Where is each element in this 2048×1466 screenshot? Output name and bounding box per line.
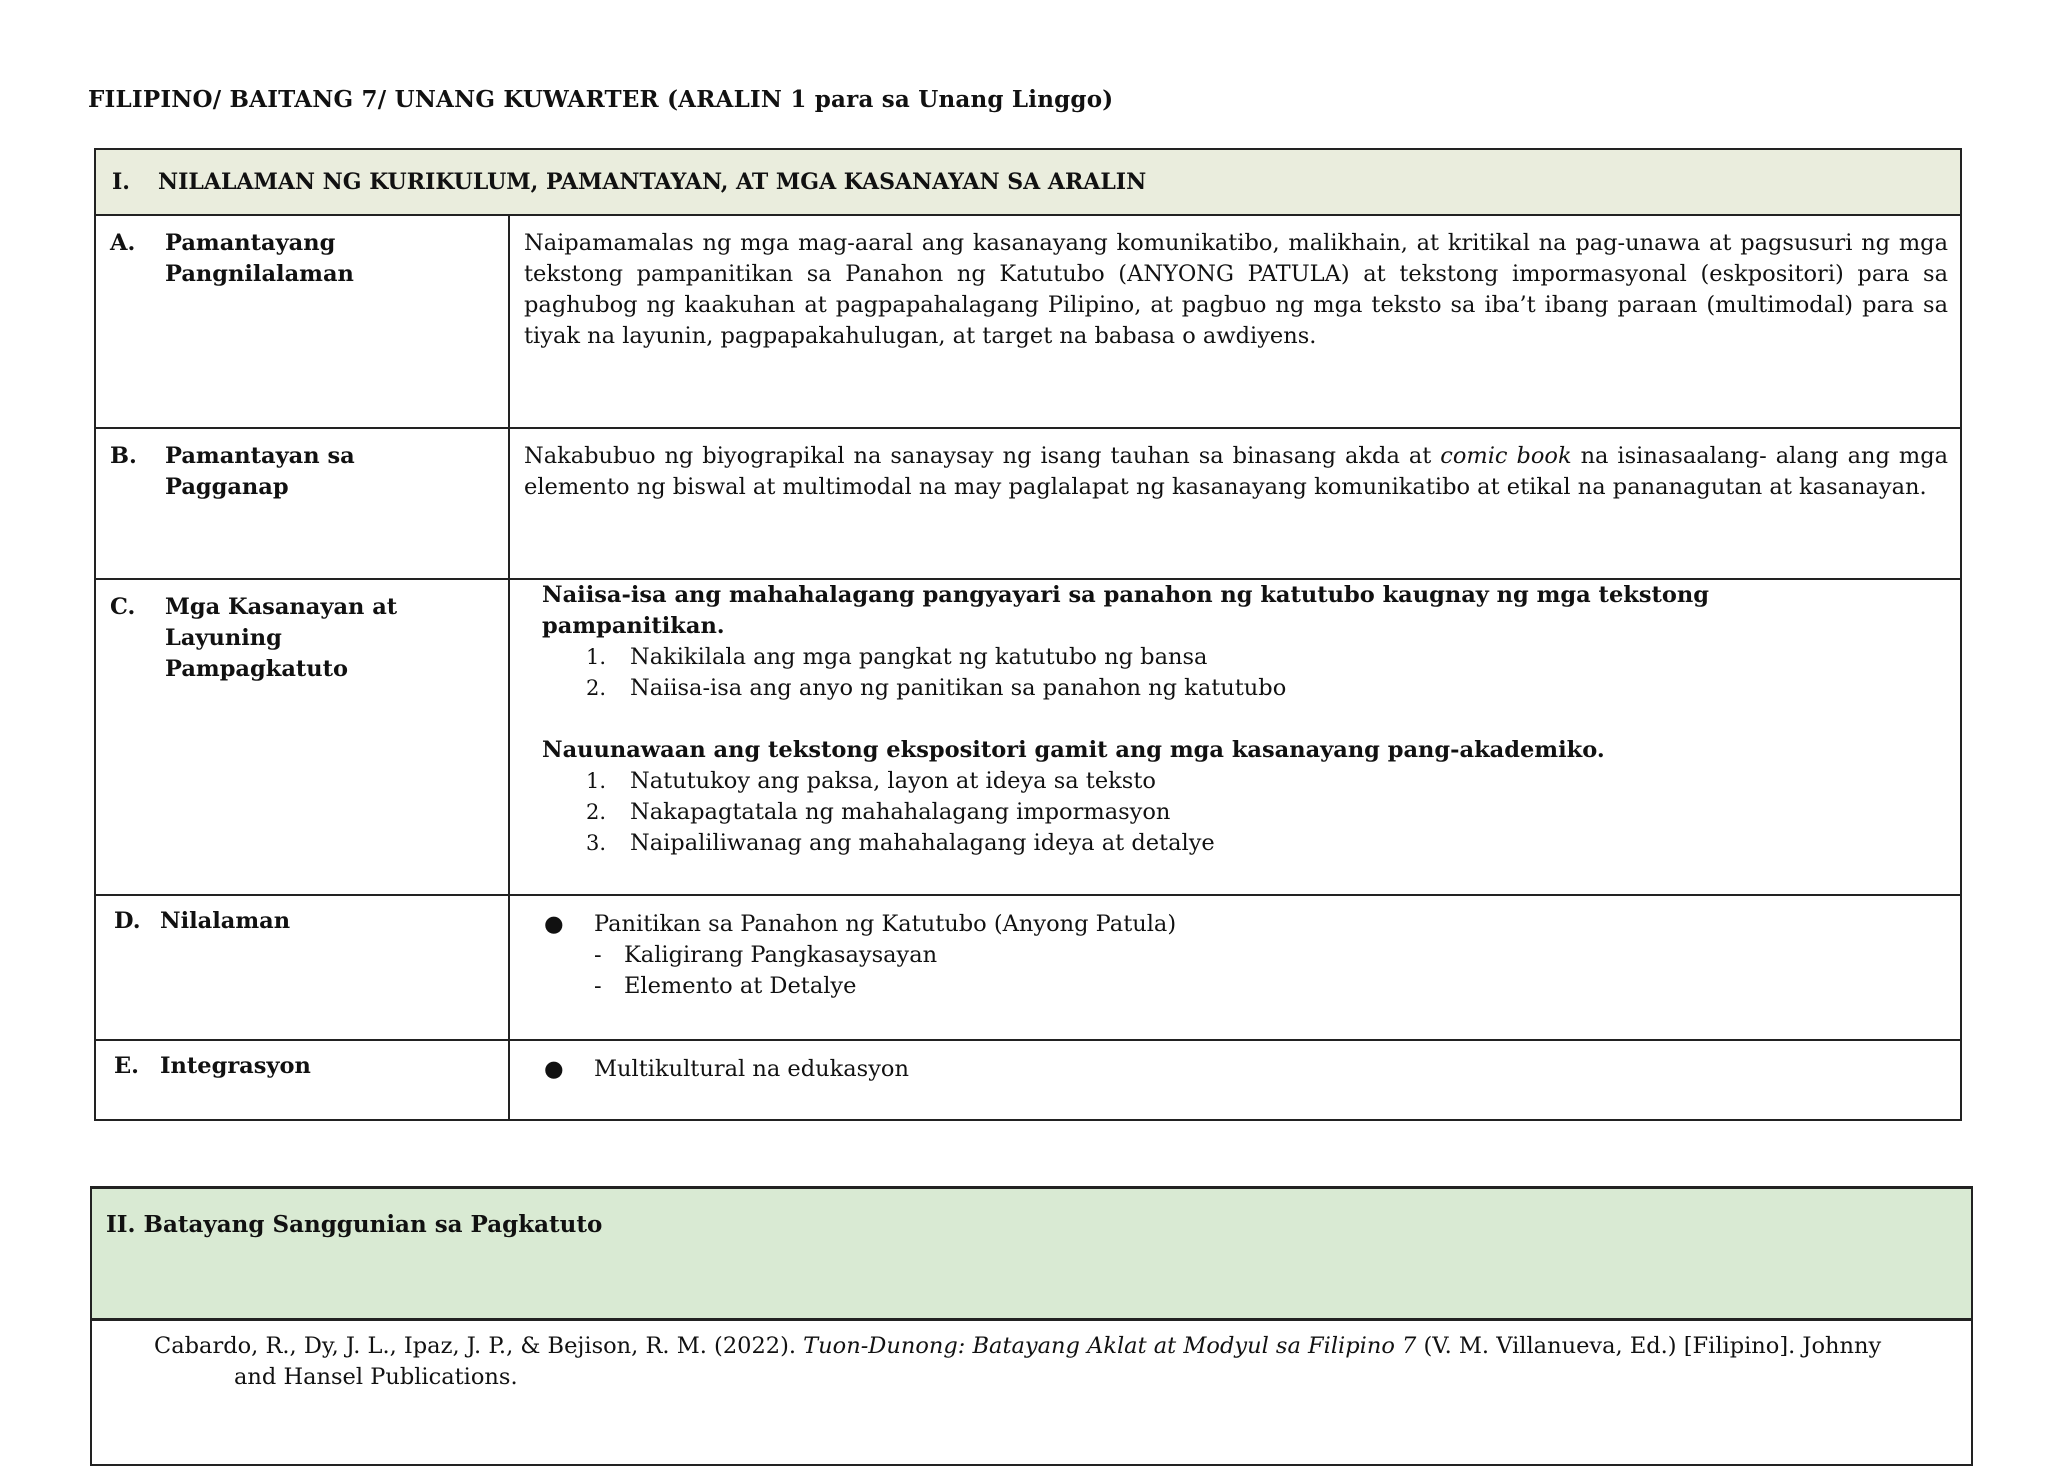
row-b-label-line: Pamantayan sa: [165, 443, 355, 469]
row-b-text: na isinasaalang- alang ang mga elemento ng biswal at multimodal na may paglalapat ng kasanayang komunikatibo at etikal na pananagutan at kasanayan.: [524, 443, 1949, 500]
table-row-a: [96, 216, 1960, 429]
section-1-title: NILALAMAN NG KURIKULUM, PAMANTAYAN, AT MGA KASANAYAN SA ARALIN: [158, 169, 1147, 195]
row-a-letter: A.: [110, 230, 136, 256]
row-a-label-cell: [96, 216, 510, 427]
curriculum-table: [94, 148, 1962, 1121]
dash-marker: -: [594, 942, 602, 968]
list-item: [542, 766, 1810, 797]
list-number: 1.: [586, 645, 607, 669]
reference-entry: [154, 1331, 1911, 1393]
row-b-content: [510, 429, 1960, 578]
list-item: [542, 673, 1810, 704]
row-a-label-line: Pangnilalaman: [165, 261, 354, 287]
bullet-icon: ●: [544, 1056, 564, 1082]
row-e-label-cell: [96, 1041, 510, 1119]
row-b-label-line: Pagganap: [165, 474, 289, 500]
row-b-text: Nakabubuo ng biyograpikal na sanaysay ng isang tauhan sa binasang akda at: [524, 443, 1441, 469]
row-d-label-cell: [96, 896, 510, 1039]
table-row-c: [96, 580, 1960, 896]
sub-item: [524, 940, 1948, 971]
row-d-content: [510, 896, 1960, 1039]
objectives-heading-1: Naiisa-isa ang mahahalagang pangyayari sa panahon ng katutubo kaugnay ng mga tekstong pampanitikan.: [542, 582, 1710, 639]
sub-item: [524, 971, 1948, 1002]
reference-text: Cabardo, R., Dy, J. L., Ipaz, J. P., & Bejison, R. M. (2022).: [154, 1333, 804, 1359]
list-text: Nakikilala ang mga pangkat ng katutubo ng bansa: [630, 644, 1208, 670]
row-d-label: Nilalaman: [160, 908, 291, 934]
document-title: FILIPINO/ BAITANG 7/ UNANG KUWARTER (ARALIN 1 para sa Unang Linggo): [88, 86, 1114, 113]
row-c-label-line: Mga Kasanayan at: [165, 594, 398, 620]
list-text: Nakapagtatala ng mahahalagang impormasyon: [630, 799, 1171, 825]
bullet-icon: ●: [544, 911, 564, 937]
list-item: [542, 797, 1810, 828]
row-c-letter: C.: [110, 594, 136, 620]
bullet-text: Panitikan sa Panahon ng Katutubo (Anyong Patula): [594, 911, 1177, 937]
list-number: 2.: [586, 676, 607, 700]
sub-item-text: Elemento at Detalye: [624, 973, 857, 999]
row-d-letter: D.: [114, 908, 141, 934]
reference-text: (V. M. Villanueva, Ed.) [Filipino]. Johnny and Hansel Publications.: [234, 1333, 1882, 1390]
list-text: Naipaliliwanag ang mahahalagang ideya at detalye: [630, 830, 1215, 856]
list-text: Natutukoy ang paksa, layon at ideya sa teksto: [630, 768, 1156, 794]
bullet-text: Multikultural na edukasyon: [594, 1056, 909, 1082]
bullet-item: [524, 1054, 1948, 1085]
row-e-letter: E.: [114, 1053, 139, 1079]
row-b-italic-text: comic book: [1440, 443, 1572, 469]
row-c-content: [510, 580, 1960, 894]
sub-item-text: Kaligirang Pangkasaysayan: [624, 942, 938, 968]
objectives-list-2: [542, 766, 1810, 859]
row-b-label-cell: [96, 429, 510, 578]
section-2-header: II. Batayang Sanggunian sa Pagkatuto: [92, 1189, 1971, 1321]
objectives-list-1: [542, 642, 1810, 704]
row-c-label: [165, 592, 397, 894]
list-number: 2.: [586, 800, 607, 824]
table-row-e: [96, 1041, 1960, 1119]
references-section: [90, 1186, 1973, 1466]
list-text: Naiisa-isa ang anyo ng panitikan sa panahon ng katutubo: [630, 675, 1287, 701]
table-row-d: [96, 896, 1960, 1041]
list-item: [542, 828, 1810, 859]
section-1-header: [96, 150, 1960, 216]
section-1-number: I.: [112, 169, 130, 195]
table-row-b: [96, 429, 1960, 580]
list-number: 3.: [586, 831, 607, 855]
list-number: 1.: [586, 769, 607, 793]
row-e-label: Integrasyon: [160, 1053, 311, 1079]
reference-book-title: Tuon-Dunong: Batayang Aklat at Modyul sa Filipino 7: [803, 1333, 1417, 1359]
bullet-item: [524, 909, 1948, 940]
row-a-label: [165, 228, 354, 427]
row-e-content: [510, 1041, 1960, 1119]
row-c-label-line: Pampagkatuto: [165, 656, 349, 682]
list-item: [542, 642, 1810, 673]
row-c-label-cell: [96, 580, 510, 894]
row-a-label-line: Pamantayang: [165, 230, 336, 256]
row-c-label-line: Layuning: [165, 625, 282, 651]
objectives-heading-2: Nauunawaan ang tekstong ekspositori gamit ang mga kasanayang pang-akademiko.: [542, 737, 1605, 763]
row-b-letter: B.: [110, 443, 137, 469]
references-body: [92, 1321, 1971, 1393]
row-a-content: Naipamamalas ng mga mag-aaral ang kasanayang komunikatibo, malikhain, at kritikal na pag-unawa at pagsusuri ng mga tekstong pampanitikan sa Panahon ng Katutubo (ANYONG PATULA) at tekstong impormasyonal (eskpositori) para sa paghubog ng kaakuhan at pagpapahalagang Pilipino, at pagbuo ng mga teksto sa iba’t ibang paraan (multimodal) para sa tiyak na layunin, pagpapakahulugan, at target na babasa o awdiyens.: [524, 230, 1948, 349]
row-b-label: [165, 441, 355, 578]
dash-marker: -: [594, 973, 602, 999]
